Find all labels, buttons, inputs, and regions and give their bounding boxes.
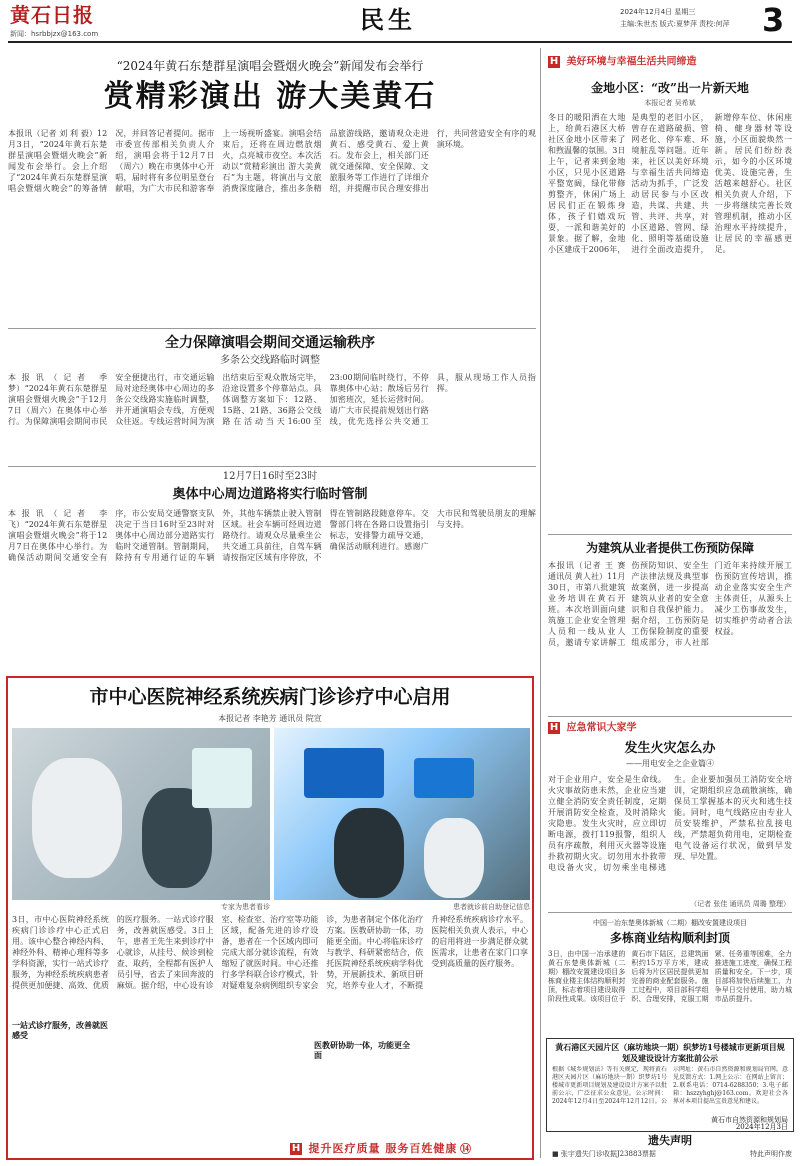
column-divider xyxy=(540,48,541,1158)
issue-date: 2024年12月4日 星期三 xyxy=(620,8,696,16)
page-number: 3 xyxy=(762,1,785,39)
traffic-kicker: 12月7日16时至23时 xyxy=(222,471,318,482)
masthead-rule xyxy=(8,41,792,43)
banner-number: ⑭ xyxy=(459,1142,471,1156)
divider xyxy=(548,716,792,717)
column-title: 应急常识大家学 xyxy=(566,722,637,734)
emergency-signature: （记者 张佳 通讯员 周璐 整理） xyxy=(690,900,790,908)
column-badge-icon: H xyxy=(291,1143,301,1154)
notice-sign: 黄石市自然资源和规划局 xyxy=(711,1116,788,1124)
biz-kicker: 中国一冶东楚奥体新城（二期）棚改安置建设项目 xyxy=(593,919,747,927)
emergency-body: 对于企业用户，安全是生命线。火灾事故防患未然，企业应当建立健全消防安全责任制度，定期开展消防安全检查，及时消除火灾隐患。发生火灾时，应立即切断电源，拨打119报警，组织人员有序疏散，利用灭火器等设施扑救初期火灾。切勿用水扑救带电设备火灾，切勿乘坐电梯逃生。企业要加强员工消防安全培训，定期组织应急疏散演练，确保员工掌握基本的灭火和逃生技能。同时，电气线路应由专业人员安装维护，严禁私拉乱接电线，严禁超负荷用电，定期检查电气设备运行状况，做到早发现、早处置。 xyxy=(548,775,792,872)
emergency-title: 发生火灾怎么办 xyxy=(624,741,716,756)
main-body: 本报讯（记者 刘 利 毅）12月3日，“2024年黄石东楚群星演唱会暨烟火晚会”新闻发布会举行。会上介绍了“2024年黄石东楚群星演唱会暨烟火晚会”的筹备情况，并回答记者提问。据市市委宣传部相关负责人介绍，演唱会将于12月7日（周六）晚在市奥体中心开唱，届时将有多位明星登台献唱，为广大市民和游客奉上一场视听盛宴。演唱会结束后，还将在周边燃放烟火，点亮城市夜空。本次活动以“赏精彩演出 游大美黄石”为主题，将演出与文旅消费深度融合，推出多条精品旅游线路，邀请观众走进黄石、感受黄石、爱上黄石。发布会上，相关部门还就交通保障、安全保障、文旅服务等工作进行了详细介绍，并提醒市民合理安排出行，共同营造安全有序的观演环境。 xyxy=(8,129,536,193)
hospital-title: 市中心医院神经系统疾病门诊诊疗中心启用 xyxy=(89,686,451,708)
photo-self-registration xyxy=(274,728,530,900)
transport-body: 本报讯（记者 季 梦）“2024年黄石东楚群星演唱会暨烟火晚会”于12月7日（周六）在奥体中心举行。为保障演唱会期间市民安全便捷出行，市交通运输局对途经奥体中心周边的多条公交线路实施临时调整，并开通演唱会专线，方便观众往返。专线运营时间为演出结束后至观众散场完毕，沿途设置多个停靠站点。具体调整方案如下：12路、15路、21路、36路公交线路在活动当天16:00至23:00期间临时绕行，不停靠奥体中心站；散场后另行加密班次，延长运营时间。请广大市民提前规划出行路线，优先选择公共交通工具，服从现场工作人员指挥。 xyxy=(8,373,536,426)
main-subtitle: “2024年黄石东楚群星演唱会暨烟火晚会”新闻发布会举行 xyxy=(116,59,424,73)
photo-caption: 专家为患者看诊 xyxy=(221,903,270,911)
transport-title: 全力保障演唱会期间交通运输秩序 xyxy=(165,335,375,351)
photo-shape xyxy=(32,758,122,878)
emergency-subtitle: ——用电安全之企业篇④ xyxy=(626,759,714,768)
photo-doctor-consultation xyxy=(12,728,270,900)
hospital-body: 3日，市中心医院神经系统疾病门诊诊疗中心正式启用。该中心整合神经内科、神经外科、精神心理科等多学科资源，实行一站式诊疗服务，为神经系统疾病患者提供更加便捷、高效、优质的医疗服务。一站式诊疗服务，改善就医感受。3日上午，患者王先生来到诊疗中心就诊，从挂号、候诊到检查、取药，全程都有医护人员引导，省去了来回奔波的麻烦。据介绍，中心设有诊室、检查室、治疗室等功能区域，配备先进的诊疗设备，患者在一个区域内即可完成大部分就诊流程，有效缩短了就医时间。中心还推行多学科联合诊疗模式，针对疑难复杂病例组织专家会诊，为患者制定个体化治疗方案。医教研协助一体，功能更全面。中心将临床诊疗与教学、科研紧密结合，依托医院神经系统疾病学科优势，开展新技术、新项目研究，培养专业人才，不断提升神经系统疾病诊疗水平。医院相关负责人表示，中心的启用将进一步满足群众就医需求，让患者在家门口享受到高质量的医疗服务。 xyxy=(12,915,528,990)
photo-shape xyxy=(334,808,404,898)
masthead xyxy=(0,0,800,44)
photo-shape xyxy=(414,758,474,798)
photo-shape xyxy=(304,748,384,798)
emergency-header xyxy=(548,722,792,736)
biz-title: 多栋商业结构顺利封顶 xyxy=(609,931,730,945)
photo-shape xyxy=(192,748,252,808)
photo-shape xyxy=(424,818,484,898)
main-title: 赏精彩演出 游大美黄石 xyxy=(103,79,437,114)
worker-title: 为建筑从业者提供工伤预防保障 xyxy=(585,541,754,555)
banner-text: 提升医疗质量 服务百姓健康 xyxy=(308,1142,458,1155)
hospital-section-heading: 医教研协助一体，功能更全面 xyxy=(314,1040,410,1060)
divider xyxy=(8,328,536,329)
column-title: 美好环境与幸福生活共同缔造 xyxy=(566,56,697,68)
column-badge-icon: H xyxy=(549,56,559,67)
lost-notice-body: ■ 张宇遗失门诊收据J23883票据 xyxy=(552,1150,656,1158)
notice-body: 根据《城乡规划法》等有关规定，现将黄石港区天园片区（麻坊地块一期）织梦坊1号楼城市更新项目规划及建设设计方案予以批前公示，广泛征求公众意见。公示时间：2024年12月4日至2024年12月12日。公示网址：黄石市自然资源和规划局官网。意见反馈方式：1.网上公示：在网站上留言；2.联系电话：0714-6288350；3.电子邮箱：hszzyhghj@163.com。欢迎社会各界对本项目提出宝贵意见和建议。 xyxy=(552,1066,788,1105)
hospital-section-heading: 一站式诊疗服务，改善就医感受 xyxy=(12,1020,108,1040)
jindi-byline: 本报记者 吴希斌 xyxy=(644,99,696,107)
divider xyxy=(548,534,792,535)
hospital-byline: 本报记者 李艳芳 通讯员 院宣 xyxy=(218,714,322,723)
divider xyxy=(548,912,792,913)
lost-notice-title: 遗失声明 xyxy=(648,1134,692,1147)
notice-title: 黄石港区天园片区（麻坊地块一期）织梦坊1号楼城市更新项目规划及建设设计方案批前公示 xyxy=(555,1042,785,1063)
worker-body: 本报讯（记者 王 赛 通讯员 黄人社）11月30日，市第八批建筑业务培训在黄石开班。本次培训面向建筑施工企业安全管理人员和一线从业人员，邀请专家讲解工伤预防知识、安全生产法律法规及典型事故案例，进一步提高建筑从业者的安全意识和自我保护能力。据介绍，工伤预防是工伤保险制度的重要组成部分，市人社部门近年来持续开展工伤预防宣传培训，推动企业落实安全生产主体责任，从源头上减少工伤事故发生，切实维护劳动者合法权益。 xyxy=(548,561,792,647)
editor-credits: 主编:朱世杰 版式:夏梦萍 责校:何萍 xyxy=(620,20,730,28)
column-badge-icon: H xyxy=(549,722,559,733)
section-name: 民生 xyxy=(360,6,416,34)
newspaper-logo: 黄石日报 xyxy=(10,3,94,27)
traffic-body: 本报讯（记者 李 飞）“2024年黄石东楚群星演唱会暨烟火晚会”将于12月7日在奥体中心举行。为确保活动期间交通安全有序，市公安局交通警察支队决定于当日16时至23时对奥体中心周边部分道路实行临时交通管制。管制期间，除持有专用通行证的车辆外，其他车辆禁止驶入管制区域。社会车辆可经周边道路绕行。请观众尽量乘坐公共交通工具前往，自驾车辆请按指定区域有序停放，不得在管制路段随意停车。交警部门将在各路口设置指引标志，安排警力疏导交通，确保活动顺利进行。感谢广大市民和驾驶员朋友的理解与支持。 xyxy=(8,509,536,562)
right-column-header xyxy=(548,56,792,70)
traffic-title: 奥体中心周边道路将实行临时管制 xyxy=(172,487,368,502)
jindi-body: 冬日的暖阳洒在大地上，给黄石港区大桥社区金地小区带来了和煦温馨的氛围。3日上午，记者来到金地小区，只见小区道路平整宽阔，绿化带修剪整齐，休闲广场上居民们正在锻炼身体，孩子们嬉戏玩耍，一派和谐美好的景象。据了解，金地小区建成于2006年，是典型的老旧小区，曾存在道路破损、管网老化、停车难、环境脏乱等问题。近年来，社区以美好环境与幸福生活共同缔造活动为抓手，广泛发动居民参与小区改造，共谋、共建、共管、共评、共享，对小区道路、管网、绿化、照明等基础设施进行全面改造提升，新增停车位、休闲座椅、健身器材等设施，小区面貌焕然一新。居民们纷纷表示，如今的小区环境优美、设施完善，生活越来越舒心。社区相关负责人介绍，下一步将继续完善长效管理机制，推动小区治理水平持续提升，让居民的幸福感更足。 xyxy=(548,113,792,254)
transport-subtitle: 多条公交线路临时调整 xyxy=(220,355,320,366)
hospital-banner xyxy=(290,1142,520,1156)
divider xyxy=(8,466,536,467)
biz-body: 3日，由中国一冶承建的黄石东楚奥体新城（二期）棚改安置建设项目多栋商业楼主体结构顺利封顶，标志着项目建设取得阶段性成果。该项目位于黄石市下陆区，总建筑面积约15万平方米，建成后将为片区居民提供更加完善的商业配套服务。施工过程中，项目部科学组织、合理安排，克服工期紧、任务重等困难，全力推进施工进度，确保工程质量和安全。下一步，项目部将加快后续施工，力争早日交付使用，助力城市品质提升。 xyxy=(548,950,792,1003)
masthead-email: 新闻：hsrbbjzx@163.com xyxy=(10,30,99,38)
photo-caption: 患者就诊前自助登记信息 xyxy=(453,903,530,911)
lost-notice-footer: 特此声明作废 xyxy=(750,1150,792,1158)
notice-date: 2024年12月3日 xyxy=(735,1123,788,1131)
jindi-title: 金地小区：“改”出一片新天地 xyxy=(591,81,749,95)
